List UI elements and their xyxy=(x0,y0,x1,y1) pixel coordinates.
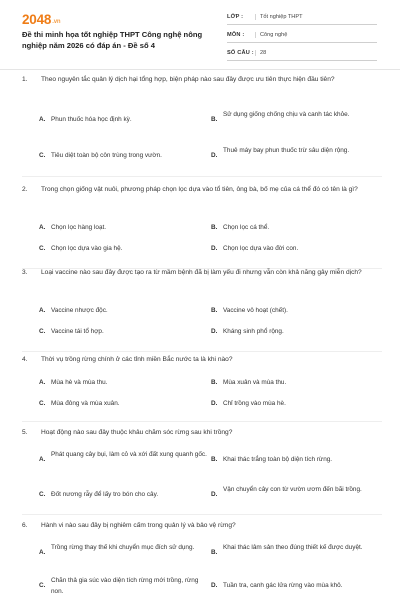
question-number: 3. xyxy=(22,269,28,276)
question-number: 4. xyxy=(22,356,28,363)
meta-label: MÔN : xyxy=(227,32,245,38)
option-letter: B. xyxy=(211,224,218,231)
logo-main: 2048 xyxy=(22,12,52,27)
option-text: Chọn lọc cá thể. xyxy=(223,224,270,231)
question-text: Loại vaccine nào sau đây được tạo ra từ mầm bệnh đã bị làm yếu đi nhưng vẫn còn khả năng gây miễn dịch? xyxy=(41,269,362,276)
option-letter: B. xyxy=(211,379,218,386)
option-letter: A. xyxy=(39,379,46,386)
document-header xyxy=(0,0,400,66)
option-text: Chọn lọc hàng loạt. xyxy=(51,224,107,231)
option-text: Khai thác lâm sản theo đúng thiết kế được duyệt. xyxy=(223,544,363,551)
meta-value: Công nghệ xyxy=(255,32,377,38)
option-letter: A. xyxy=(39,116,46,123)
option-text: Khai thác trắng toàn bộ diện tích rừng. xyxy=(223,456,333,463)
option-text: Thuê máy bay phun thuốc trừ sâu diện rộng. xyxy=(223,147,350,154)
option-text: Phun thuốc hóa học định kỳ. xyxy=(51,116,132,123)
option-letter: B. xyxy=(211,549,218,556)
meta-label: LỚP : xyxy=(227,14,244,20)
option-text: Kháng sinh phổ rộng. xyxy=(223,328,284,335)
option-text: Chọn lọc dựa vào đời con. xyxy=(223,245,299,252)
meta-value: Tốt nghiệp THPT xyxy=(255,14,377,20)
logo-suffix: .vn xyxy=(52,19,61,25)
option-letter: B. xyxy=(211,116,218,123)
question-number: 1. xyxy=(22,76,28,83)
option-letter: C. xyxy=(39,582,46,589)
header-divider xyxy=(0,69,400,70)
option-letter: C. xyxy=(39,400,46,407)
option-text: Chỉ trồng vào mùa hè. xyxy=(223,400,286,407)
option-text: Tiêu diệt toàn bộ côn trùng trong vườn. xyxy=(51,152,162,159)
question-divider xyxy=(22,421,382,422)
option-letter: D. xyxy=(211,328,218,335)
option-text: Tuần tra, canh gác lửa rừng vào mùa khô. xyxy=(223,582,343,589)
option-text: Vaccine nhược độc. xyxy=(51,307,108,314)
option-letter: B. xyxy=(211,456,218,463)
question-text: Thời vụ trồng rừng chính ở các tỉnh miền Bắc nước ta là khi nào? xyxy=(41,356,233,363)
option-letter: D. xyxy=(211,400,218,407)
meta-row-subject xyxy=(227,28,377,43)
option-letter: C. xyxy=(39,328,46,335)
option-letter: C. xyxy=(39,491,46,498)
option-text: Phát quang cây bụi, làm cỏ và xới đất xung quanh gốc. xyxy=(51,451,207,458)
option-text: Đốt nương rẫy để lấy tro bón cho cây. xyxy=(51,491,159,498)
question-divider xyxy=(22,514,382,515)
option-letter: A. xyxy=(39,307,46,314)
option-letter: C. xyxy=(39,152,46,159)
question-number: 6. xyxy=(22,522,28,529)
question-number: 2. xyxy=(22,186,28,193)
question-divider xyxy=(22,351,382,352)
option-letter: B. xyxy=(211,307,218,314)
option-text: Mùa hè và mùa thu. xyxy=(51,379,108,386)
option-letter: A. xyxy=(39,549,46,556)
option-letter: D. xyxy=(211,582,218,589)
meta-row-class xyxy=(227,10,377,25)
option-text: Sử dụng giống chống chịu và canh tác khỏe. xyxy=(223,111,350,118)
option-letter: A. xyxy=(39,456,46,463)
exam-meta-box xyxy=(227,10,377,64)
option-text: Vaccine tái tổ hợp. xyxy=(51,328,104,335)
option-letter: D. xyxy=(211,491,218,498)
question-text: Hoạt động nào sau đây thuộc khâu chăm sóc rừng sau khi trồng? xyxy=(41,429,233,436)
option-letter: C. xyxy=(39,245,46,252)
meta-label: SỐ CÂU : xyxy=(227,50,254,56)
option-text: Vận chuyển cây con từ vườn ươm đến bãi trồng. xyxy=(223,486,362,493)
meta-row-count xyxy=(227,46,377,61)
site-logo[interactable] xyxy=(22,12,60,27)
question-text: Hành vi nào sau đây bị nghiêm cấm trong quản lý và bảo vệ rừng? xyxy=(41,522,236,529)
option-text: Trồng rừng thay thế khi chuyển mục đích sử dụng. xyxy=(51,544,195,551)
option-letter: D. xyxy=(211,152,218,159)
question-text: Trong chọn giống vật nuôi, phương pháp chọn lọc dựa vào tổ tiên, ông bà, bố mẹ của cá thể đó có tên là gì? xyxy=(41,186,358,193)
question-text: Theo nguyên tắc quản lý dịch hại tổng hợp, biện pháp nào sau đây được ưu tiên thực hiện đầu tiên? xyxy=(41,76,335,83)
option-text: Chọn lọc dựa vào gia hệ. xyxy=(51,245,123,252)
exam-title: Đề thi minh họa tốt nghiệp THPT Công nghệ nông nghiệp năm 2026 có đáp án - Đề số 4 xyxy=(22,30,203,50)
question-number: 5. xyxy=(22,429,28,436)
question-divider xyxy=(22,176,382,177)
option-text: Mùa đông và mùa xuân. xyxy=(51,400,120,407)
option-text: Vaccine vô hoạt (chết). xyxy=(223,307,288,314)
option-text: Mùa xuân và mùa thu. xyxy=(223,379,287,386)
option-letter: D. xyxy=(211,245,218,252)
option-letter: A. xyxy=(39,224,46,231)
meta-value: 28 xyxy=(255,50,377,56)
option-text: Chăn thả gia súc vào diện tích rừng mới trồng, rừng non. xyxy=(51,577,199,595)
